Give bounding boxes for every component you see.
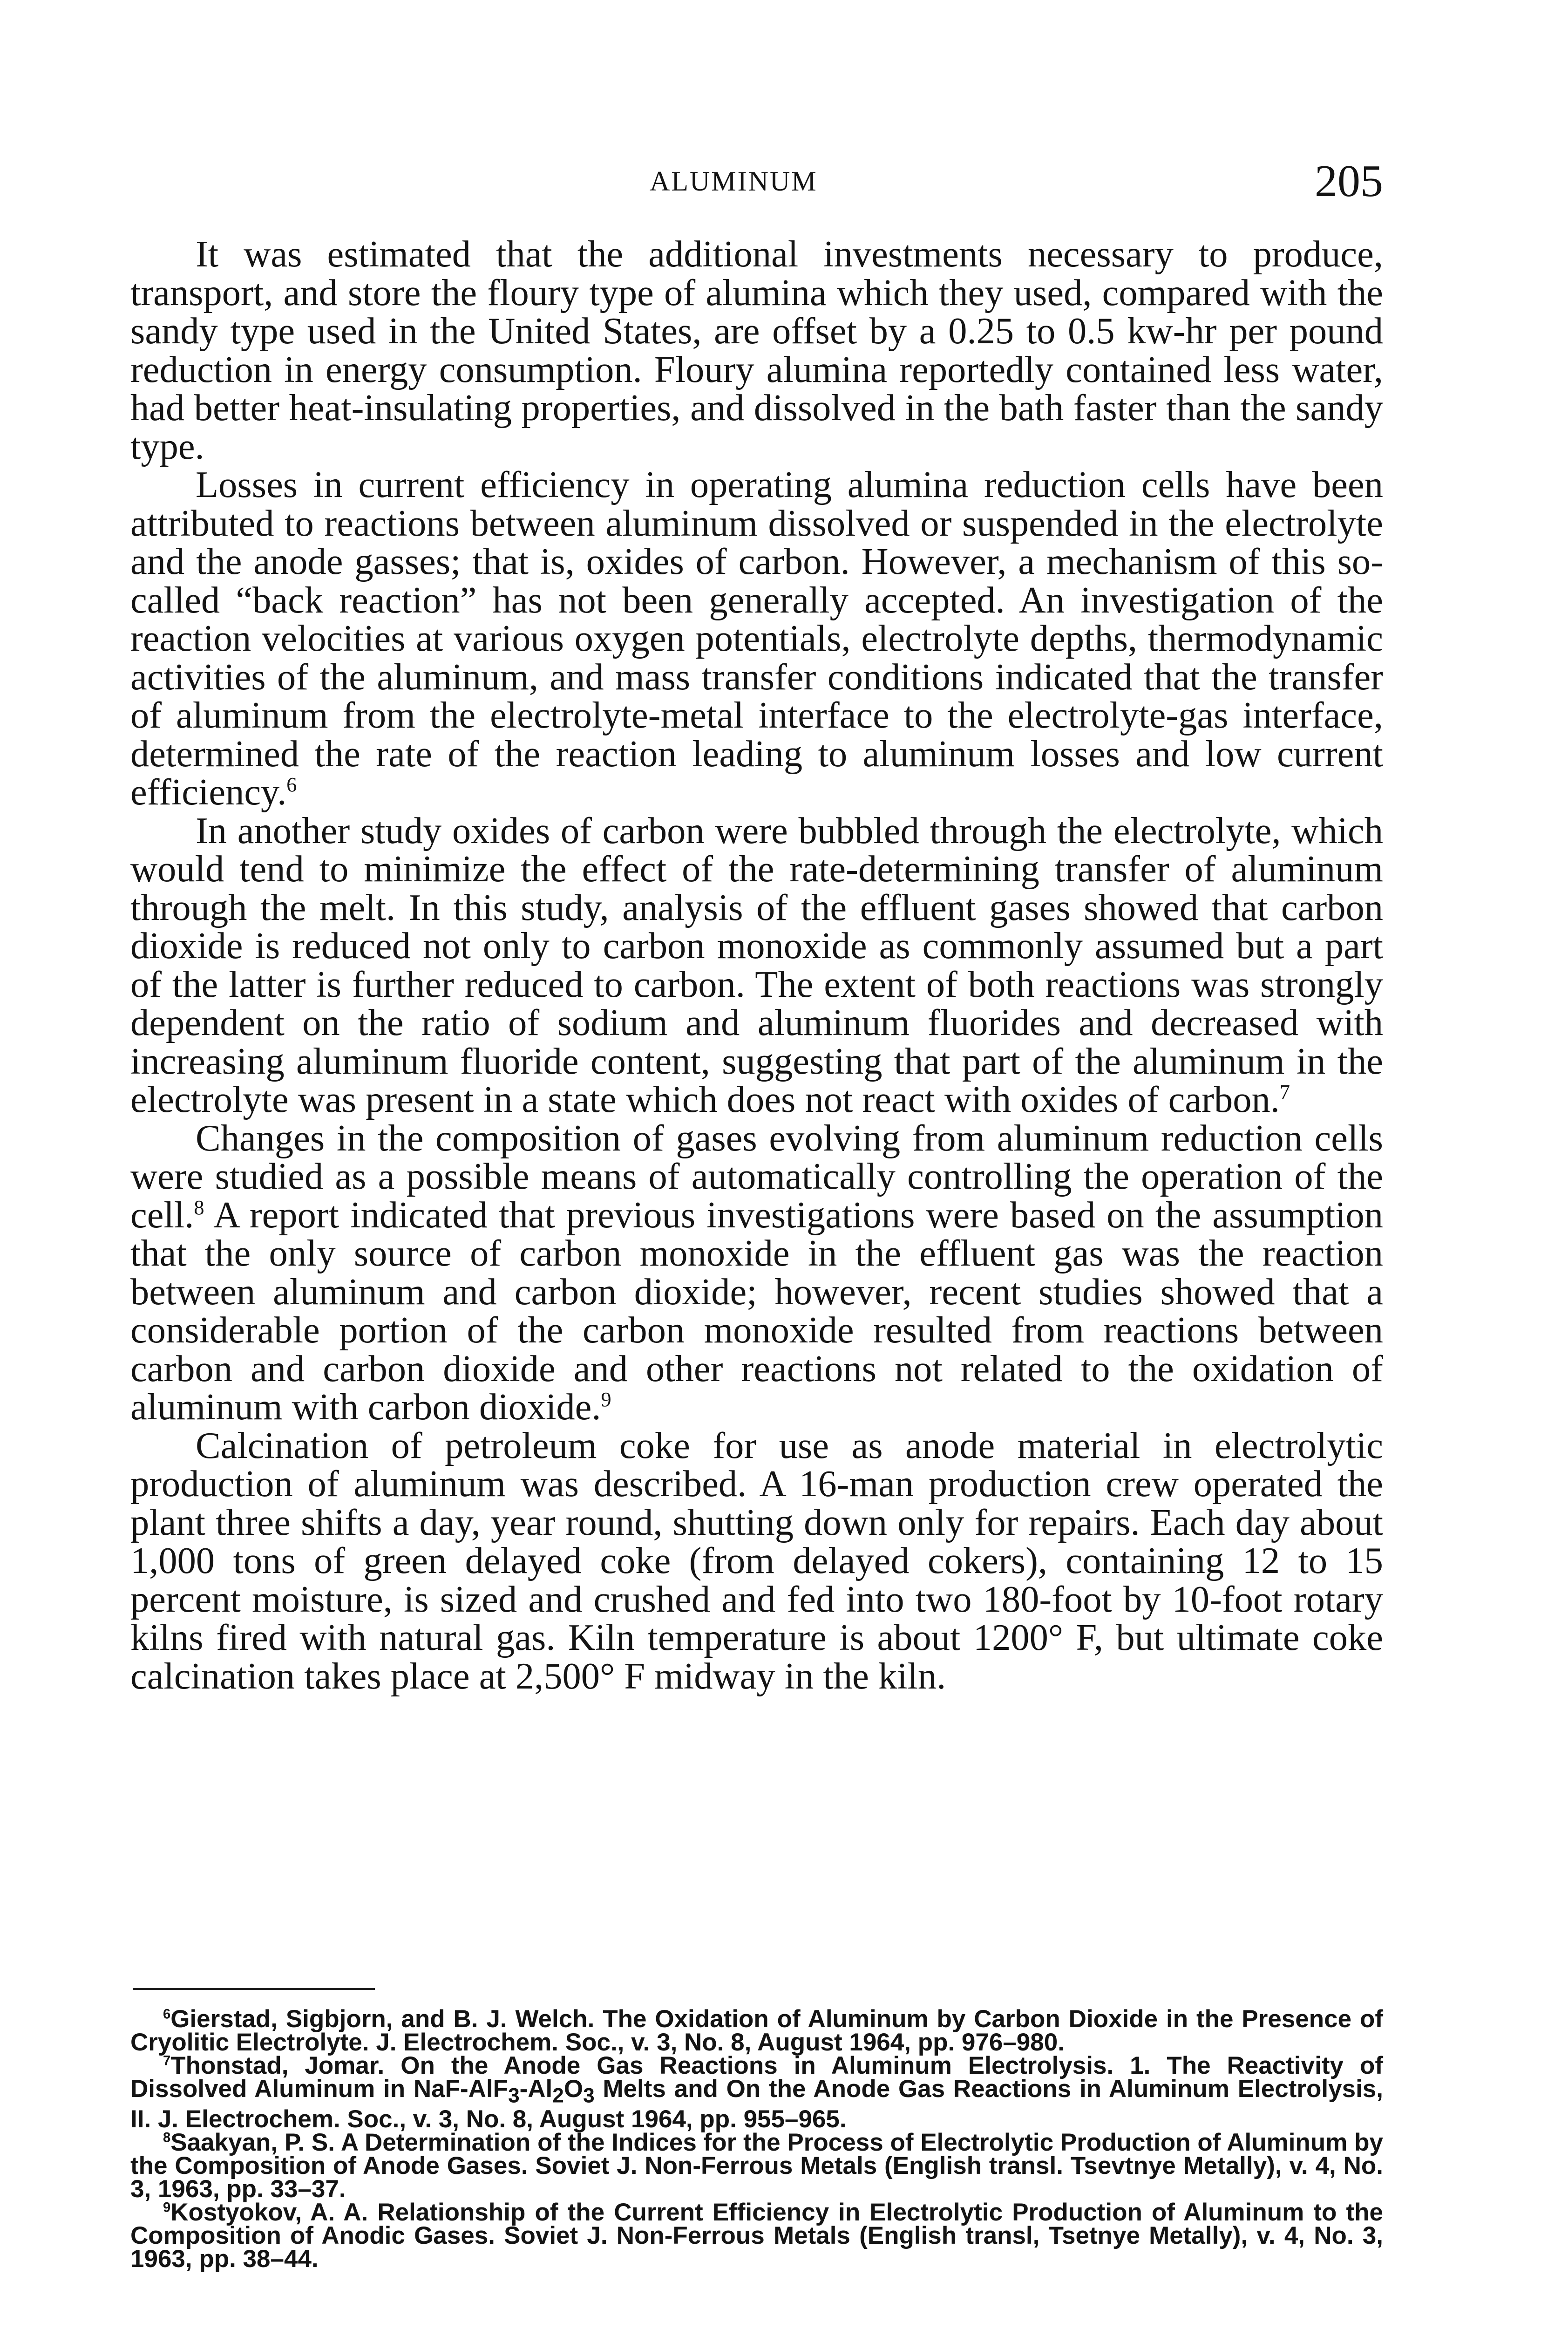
footnote-reference: 8 — [194, 1196, 204, 1219]
footnotes — [130, 2005, 1384, 2273]
paragraph-text: Losses in current efficiency in operating alumina reduction cells have been attributed to reactions between aluminum dissolved or suspended in the electrolyte and the anode gasses; that is, oxides of carbon. However, a mechanism of this so-called “back reaction” has not been generally accepted. An investigation of the reaction velocities at various oxygen potentials, electrolyte depths, thermodynamic activities of the aluminum, and mass transfer conditions indicated that the transfer of aluminum from the electrolyte-metal interface to the electrolyte-gas interface, determined the rate of the reaction leading to aluminum losses and low current efficiency. — [130, 464, 1383, 813]
footnote-8 — [130, 2128, 1383, 2203]
paragraph-text: A report indicated that previous investigations were based on the assumption that the only source of carbon monoxide in the effluent gas was the reaction between aluminum and carbon dioxide; however, recent studies showed that a considerable portion of the carbon monoxide resulted from reactions between carbon and carbon dioxide and other reactions not related to the oxidation of aluminum with carbon dioxide. — [130, 1194, 1383, 1428]
footnote-text: Kostyokov, A. A. Relationship of the Current Efficiency in Electrolytic Production of Aluminum to the Composition of Anodic Gases. Soviet J. Non-Ferrous Metals (English transl, Tsetnye Metally), v. 4, No. 3, 1963, pp. 38–44. — [130, 2198, 1383, 2273]
footnote-divider — [133, 1988, 375, 1990]
footnote-text: Gierstad, Sigbjorn, and B. J. Welch. The Oxidation of Aluminum by Carbon Dioxide in the Presence of Cryolitic Electrolyte. J. Electrochem. Soc., v. 3, No. 8, August 1964, pp. 976–980. — [130, 2005, 1383, 2056]
footnote-mark: 8 — [163, 2130, 171, 2145]
footnote-9 — [130, 2198, 1383, 2273]
paragraph-1 — [130, 235, 1383, 466]
paragraph-5 — [130, 1424, 1383, 1697]
paragraph-2 — [130, 466, 1383, 812]
footnote-reference: 7 — [1279, 1081, 1290, 1104]
subscript: 3 — [583, 2084, 595, 2107]
body-text — [130, 235, 1383, 1696]
paragraph-3 — [130, 812, 1383, 1119]
paragraph-text: In another study oxides of carbon were bubbled through the electrolyte, which would tend to minimize the effect of the rate-determining transfer of aluminum through the melt. In this study, analysis of the effluent gases showed that carbon dioxide is reduced not only to carbon monoxide as commonly assumed but a part of the latter is further reduced to carbon. The extent of both reactions was strongly dependent on the ratio of sodium and aluminum fluorides and decreased with increasing aluminum fluoride content, suggesting that part of the aluminum in the electrolyte was present in a state which does not react with oxides of carbon. — [130, 810, 1383, 1120]
running-head: ALUMINUM — [650, 166, 818, 197]
page-header — [130, 156, 1383, 212]
page-number: 205 — [1315, 156, 1383, 206]
paragraph-text: It was estimated that the additional investments necessary to produce, transport, and store the floury type of alumina which they used, compared with the sandy type used in the United States, are offset by a 0.25 to 0.5 kw-hr per pound reduction in energy consumption. Floury alumina reportedly contained less water, had better heat-insulating properties, and dissolved in the bath faster than the sandy type. — [130, 233, 1383, 467]
footnote-6 — [130, 2005, 1383, 2056]
footnote-text: O — [563, 2075, 584, 2103]
footnote-mark: 9 — [163, 2200, 171, 2215]
footnote-7 — [130, 2054, 1383, 2131]
footnote-text: Thonstad, Jomar. On the Anode Gas Reactions in Aluminum Electrolysis. 1. The Reactivity of Dissolved Aluminum in NaF-AlF — [130, 2052, 1383, 2103]
footnote-text: Melts and On the Anode Gas Reactions in Aluminum Electrolysis, II. J. Electrochem. Soc., v. 3, No. 8, August 1964, pp. 955–965. — [130, 2075, 1384, 2133]
footnote-text: -Al — [519, 2075, 553, 2103]
footnote-reference: 9 — [601, 1388, 611, 1411]
footnote-mark: 7 — [163, 2053, 171, 2069]
footnote-text: Saakyan, P. S. A Determination of the Indices for the Process of Electrolytic Production of Aluminum by the Composition of Anode Gases. Soviet J. Non-Ferrous Metals (English transl. Tsevtnye Metally), v. 4, No. 3, 1963, pp. 33–37. — [130, 2128, 1383, 2203]
footnote-mark: 6 — [163, 2007, 171, 2022]
paragraph-text: Changes in the composition of gases evolving from aluminum reduction cells were studied as a possible means of automatically controlling the operation of the cell. — [130, 1117, 1383, 1236]
paragraph-4 — [130, 1119, 1383, 1427]
subscript: 2 — [552, 2084, 564, 2107]
paragraph-text: Calcination of petroleum coke for use as anode material in electrolytic production of aluminum was described. A 16-man production crew operated the plant three shifts a day, year round, shutting down only for repairs. Each day about 1,000 tons of green delayed coke (from delayed cokers), containing 12 to 15 percent moisture, is sized and crushed and fed into two 180-foot by 10-foot rotary kilns fired with natural gas. Kiln temperature is about 1200° F, but ultimate coke calcination takes place at 2,500° F midway in the kiln. — [130, 1424, 1383, 1697]
footnote-reference: 6 — [286, 773, 297, 797]
subscript: 3 — [508, 2084, 520, 2107]
